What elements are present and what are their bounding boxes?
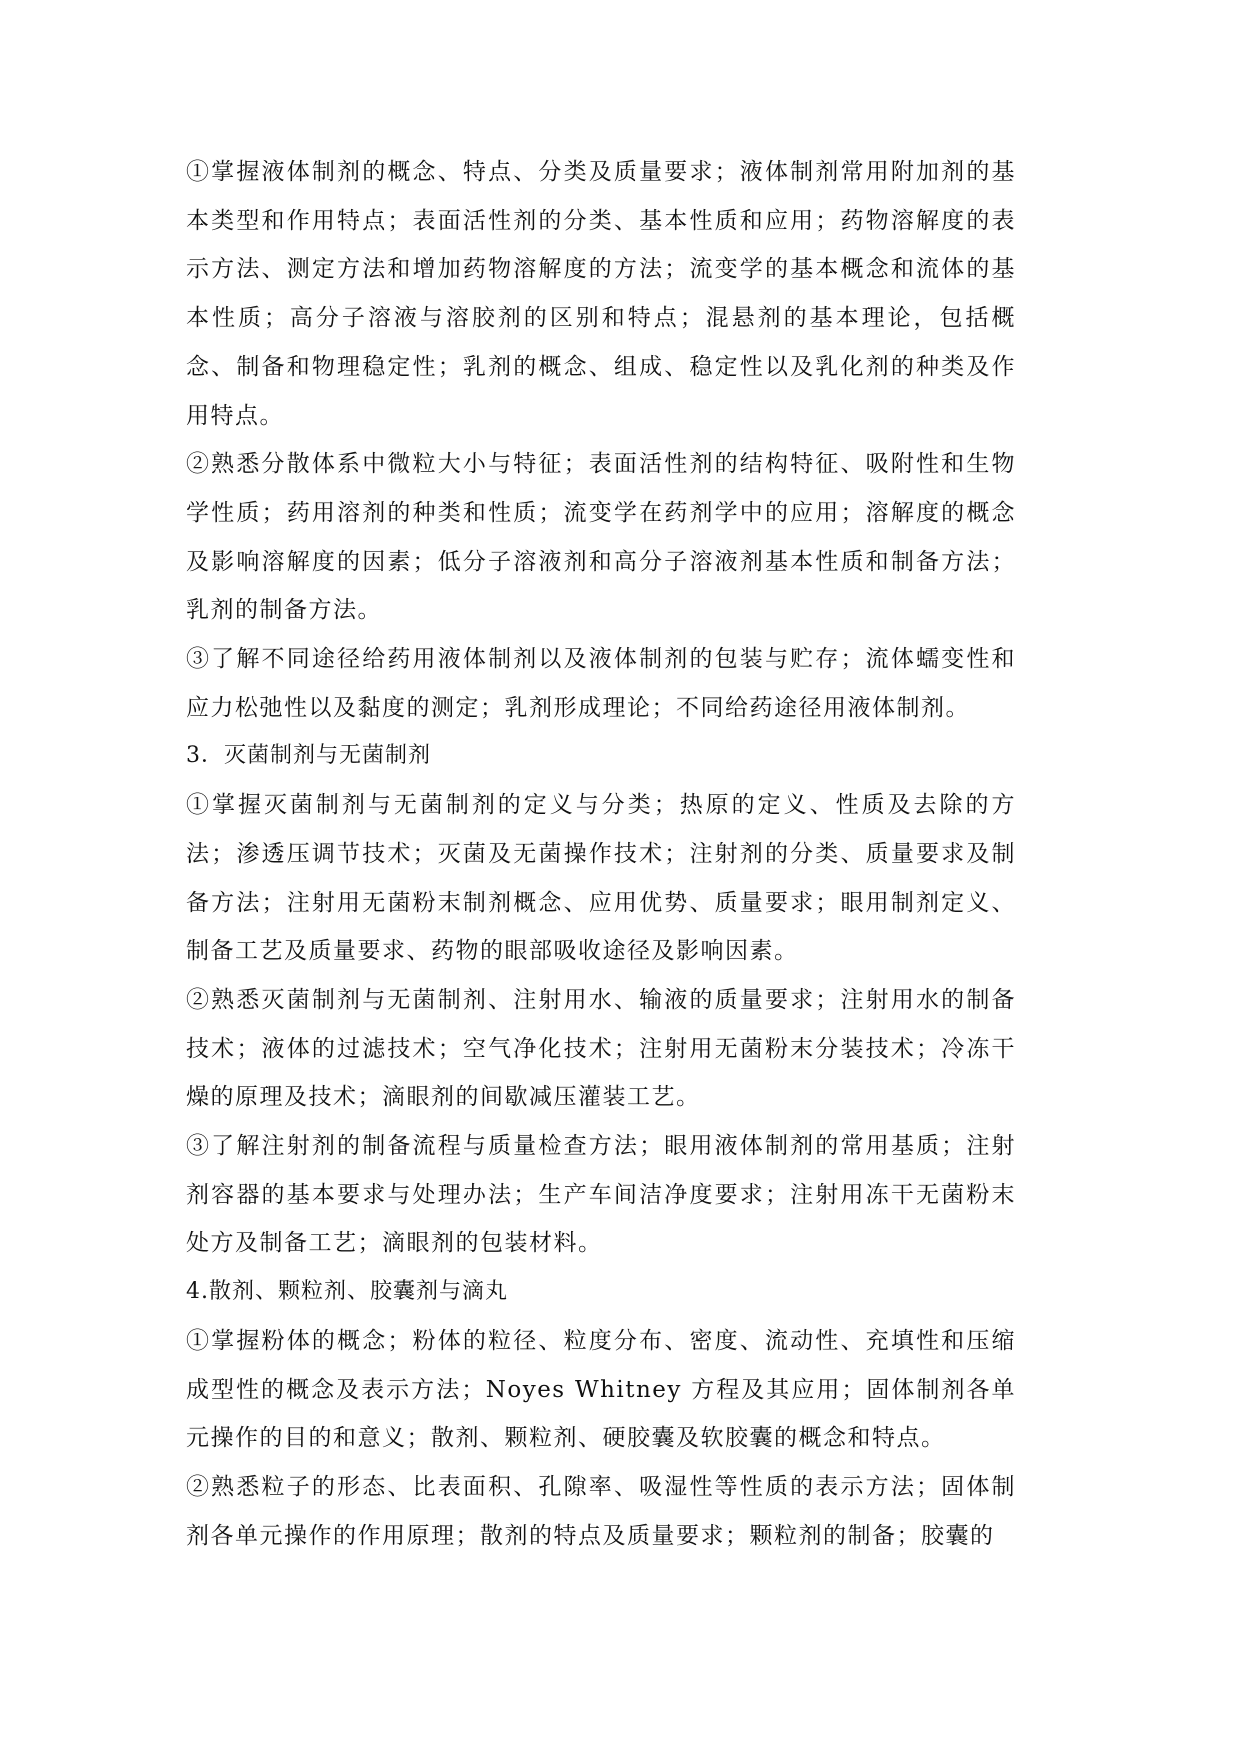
sterile-prep-understand-paragraph: ③了解注射剂的制备流程与质量检查方法；眼用液体制剂的常用基质；注射剂容器的基本要求与处理办法；生产车间洁净度要求；注射用冻干无菌粉末处方及制备工艺；滴眼剂的包装材料。 bbox=[186, 1133, 1016, 1257]
sterile-prep-familiar-paragraph: ②熟悉灭菌制剂与无菌制剂、注射用水、输液的质量要求；注射用水的制备技术；液体的过滤技术；空气净化技术；注射用无菌粉末分装技术；冷冻干燥的原理及技术；滴眼剂的间歇减压灌装工艺。 bbox=[186, 986, 1016, 1111]
section-4-heading: 4.散剂、颗粒剂、胶囊剂与滴丸 bbox=[186, 1279, 508, 1305]
liquid-prep-understand-paragraph: ③了解不同途径给药用液体制剂以及液体制剂的包装与贮存；流体蠕变性和应力松弛性以及黏度的测定；乳剂形成理论；不同给药途径用液体制剂。 bbox=[186, 646, 1016, 721]
solid-prep-familiar-paragraph: ②熟悉粒子的形态、比表面积、孔隙率、吸湿性等性质的表示方法；固体制剂各单元操作的作用原理；散剂的特点及质量要求；颗粒剂的制备；胶囊的 bbox=[186, 1473, 1016, 1549]
liquid-prep-familiar-paragraph: ②熟悉分散体系中微粒大小与特征；表面活性剂的结构特征、吸附性和生物学性质；药用溶剂的种类和性质；流变学在药剂学中的应用；溶解度的概念及影响溶解度的因素；低分子溶液剂和高分子溶液剂基本性质和制备方法；乳剂的制备方法。 bbox=[186, 451, 1016, 624]
solid-prep-master-paragraph: ①掌握粉体的概念；粉体的粒径、粒度分布、密度、流动性、充填性和压缩成型性的概念及表示方法；Noyes Whitney 方程及其应用；固体制剂各单元操作的目的和意义；散剂、颗粒剂、硬胶囊及软胶囊的概念和特点。 bbox=[186, 1327, 1016, 1452]
section-3-heading: 3．灭菌制剂与无菌制剂 bbox=[186, 743, 431, 769]
sterile-prep-master-paragraph: ①掌握灭菌制剂与无菌制剂的定义与分类；热原的定义、性质及去除的方法；渗透压调节技术；灭菌及无菌操作技术；注射剂的分类、质量要求及制备方法；注射用无菌粉末制剂概念、应用优势、质量要求；眼用制剂定义、制备工艺及质量要求、药物的眼部吸收途径及影响因素。 bbox=[186, 792, 1016, 965]
document-page bbox=[186, 148, 1016, 1560]
liquid-prep-master-paragraph: ①掌握液体制剂的概念、特点、分类及质量要求；液体制剂常用附加剂的基本类型和作用特点；表面活性剂的分类、基本性质和应用；药物溶解度的表示方法、测定方法和增加药物溶解度的方法；流变学的基本概念和流体的基本性质；高分子溶液与溶胶剂的区别和特点；混悬剂的基本理论，包括概念、制备和物理稳定性；乳剂的概念、组成、稳定性以及乳化剂的种类及作用特点。 bbox=[186, 159, 1016, 429]
